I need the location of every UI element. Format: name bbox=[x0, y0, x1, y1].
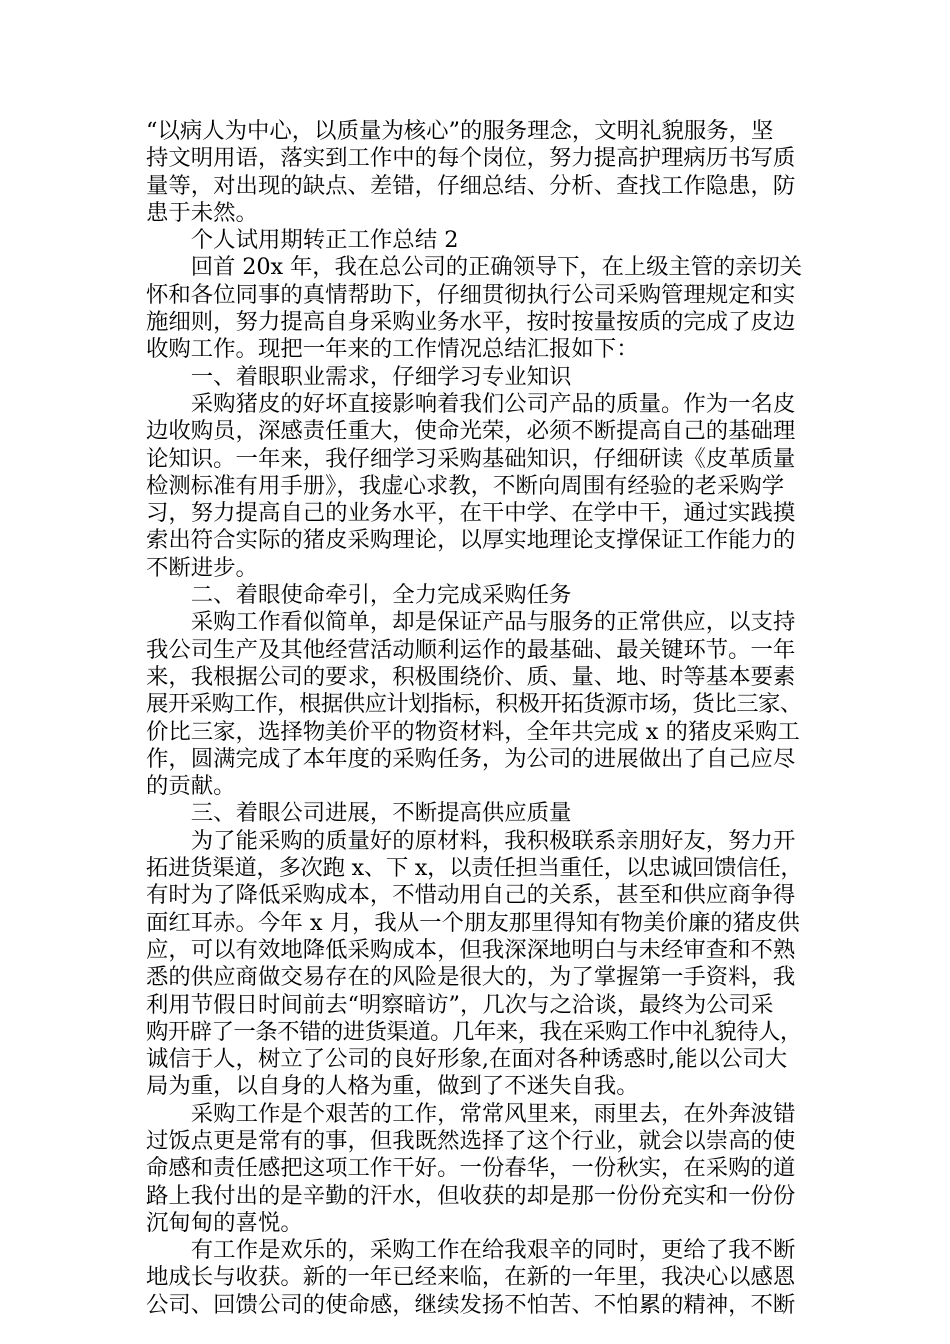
heading-2 bbox=[146, 582, 802, 609]
text-line: 回首 20x 年，我在总公司的正确领导下，在上级主管的亲切关 bbox=[190, 254, 802, 281]
text-line: 边收购员，深感责任重大，使命光荣，必须不断提高自己的基础理 bbox=[146, 418, 796, 445]
paragraph-1 bbox=[146, 391, 802, 582]
text-line: 施细则，努力提高自身采购业务水平，按时按量按质的完成了皮边 bbox=[146, 309, 796, 336]
text-line: 作，圆满完成了本年度的采购任务，为公司的进展做出了自己应尽 bbox=[146, 745, 796, 772]
text-line: 诚信于人，树立了公司的良好形象,在面对各种诱惑时,能以公司大 bbox=[146, 1046, 788, 1073]
paragraph-2 bbox=[146, 609, 802, 800]
text-line: 采购猪皮的好坏直接影响着我们公司产品的质量。作为一名皮 bbox=[190, 390, 796, 417]
text-line: 怀和各位同事的真情帮助下，仔细贯彻执行公司采购管理规定和实 bbox=[146, 281, 796, 308]
paragraph-5 bbox=[146, 1237, 802, 1319]
text-line: 采购工作是个艰苦的工作，常常风里来，雨里去，在外奔波错 bbox=[190, 1100, 796, 1127]
text-line: 我公司生产及其他经营活动顺利运作的最基础、最关键环节。一年 bbox=[146, 636, 796, 663]
text-line: 地成长与收获。新的一年已经来临，在新的一年里，我决心以感恩 bbox=[146, 1264, 796, 1291]
text-line: 三、着眼公司进展，不断提高供应质量 bbox=[190, 800, 572, 827]
text-line: 命感和责任感把这项工作干好。一份春华，一份秋实，在采购的道 bbox=[146, 1155, 796, 1182]
text-line: 过饭点更是常有的事，但我既然选择了这个行业，就会以崇高的使 bbox=[146, 1127, 796, 1154]
text-line: 路上我付出的是辛勤的汗水，但收获的却是那一份份充实和一份份 bbox=[146, 1182, 796, 1209]
text-line: 收购工作。现把一年来的工作情况总结汇报如下： bbox=[146, 336, 639, 363]
text-line: 有时为了降低采购成本，不惜动用自己的关系，甚至和供应商争得 bbox=[146, 882, 796, 909]
text-line: 应，可以有效地降低采购成本，但我深深地明白与未经审查和不熟 bbox=[146, 936, 796, 963]
text-line: 沉甸甸的喜悦。 bbox=[146, 1209, 303, 1236]
text-line: 有工作是欢乐的，采购工作在给我艰辛的同时，更给了我不断 bbox=[190, 1237, 796, 1264]
section-title bbox=[146, 227, 802, 254]
text-line: 为了能采购的质量好的原材料，我积极联系亲朋好友，努力开 bbox=[190, 827, 796, 854]
text-line: 面红耳赤。今年 x 月，我从一个朋友那里得知有物美价廉的猪皮供 bbox=[146, 909, 800, 936]
text-line: 采购工作看似简单，却是保证产品与服务的正常供应，以支持 bbox=[190, 609, 796, 636]
text-line: 来，我根据公司的要求，积极围绕价、质、量、地、时等基本要素 bbox=[146, 663, 796, 690]
paragraph-3 bbox=[146, 828, 802, 1101]
text-line: 索出符合实际的猪皮采购理论，以厚实地理论支撑保证工作能力的 bbox=[146, 527, 796, 554]
heading-3 bbox=[146, 800, 802, 827]
text-line: 习，努力提高自己的业务水平，在干中学、在学中干，通过实践摸 bbox=[146, 500, 796, 527]
intro-continuation bbox=[146, 118, 802, 227]
opening-paragraph bbox=[146, 254, 802, 363]
text-line: 个人试用期转正工作总结 2 bbox=[190, 227, 459, 254]
text-line: 局为重，以自身的人格为重，做到了不迷失自我。 bbox=[146, 1073, 639, 1100]
text-line: 患于未然。 bbox=[146, 199, 258, 226]
text-line: 购开辟了一条不错的进货渠道。几年来，我在采购工作中礼貌待人， bbox=[146, 1018, 802, 1045]
paragraph-4 bbox=[146, 1101, 802, 1237]
text-line: 拓进货渠道，多次跑 x、下 x，以责任担当重任，以忠诚回馈信任， bbox=[146, 855, 803, 882]
text-line: 公司、回馈公司的使命感，继续发扬不怕苦、不怕累的精神，不断 bbox=[146, 1291, 796, 1318]
text-line: 不断进步。 bbox=[146, 554, 258, 581]
text-line: 展开采购工作，根据供应计划指标，积极开拓货源市场，货比三家、 bbox=[146, 691, 802, 718]
document-page bbox=[146, 118, 802, 1319]
text-line: 论知识。一年来，我仔细学习采购基础知识，仔细研读《皮革质量 bbox=[146, 445, 796, 472]
text-line: 持文明用语，落实到工作中的每个岗位，努力提高护理病历书写质 bbox=[146, 145, 796, 172]
text-line: “以病人为中心，以质量为核心”的服务理念，文明礼貌服务，坚 bbox=[146, 118, 774, 144]
text-line: 量等，对出现的缺点、差错，仔细总结、分析、查找工作隐患，防 bbox=[146, 172, 796, 199]
heading-1 bbox=[146, 364, 802, 391]
text-line: 的贡献。 bbox=[146, 773, 236, 800]
text-line: 悉的供应商做交易存在的风险是很大的，为了掌握第一手资料，我 bbox=[146, 964, 796, 991]
text-line: 检测标准有用手册》，我虚心求教，不断向周围有经验的老采购学 bbox=[146, 472, 785, 499]
text-line: 一、着眼职业需求，仔细学习专业知识 bbox=[190, 363, 572, 390]
text-line: 利用节假日时间前去“明察暗访”，几次与之洽谈，最终为公司采 bbox=[146, 991, 774, 1018]
text-line: 价比三家，选择物美价平的物资材料，全年共完成 x 的猪皮采购工 bbox=[146, 718, 800, 745]
text-line: 二、着眼使命牵引，全力完成采购任务 bbox=[190, 582, 572, 609]
